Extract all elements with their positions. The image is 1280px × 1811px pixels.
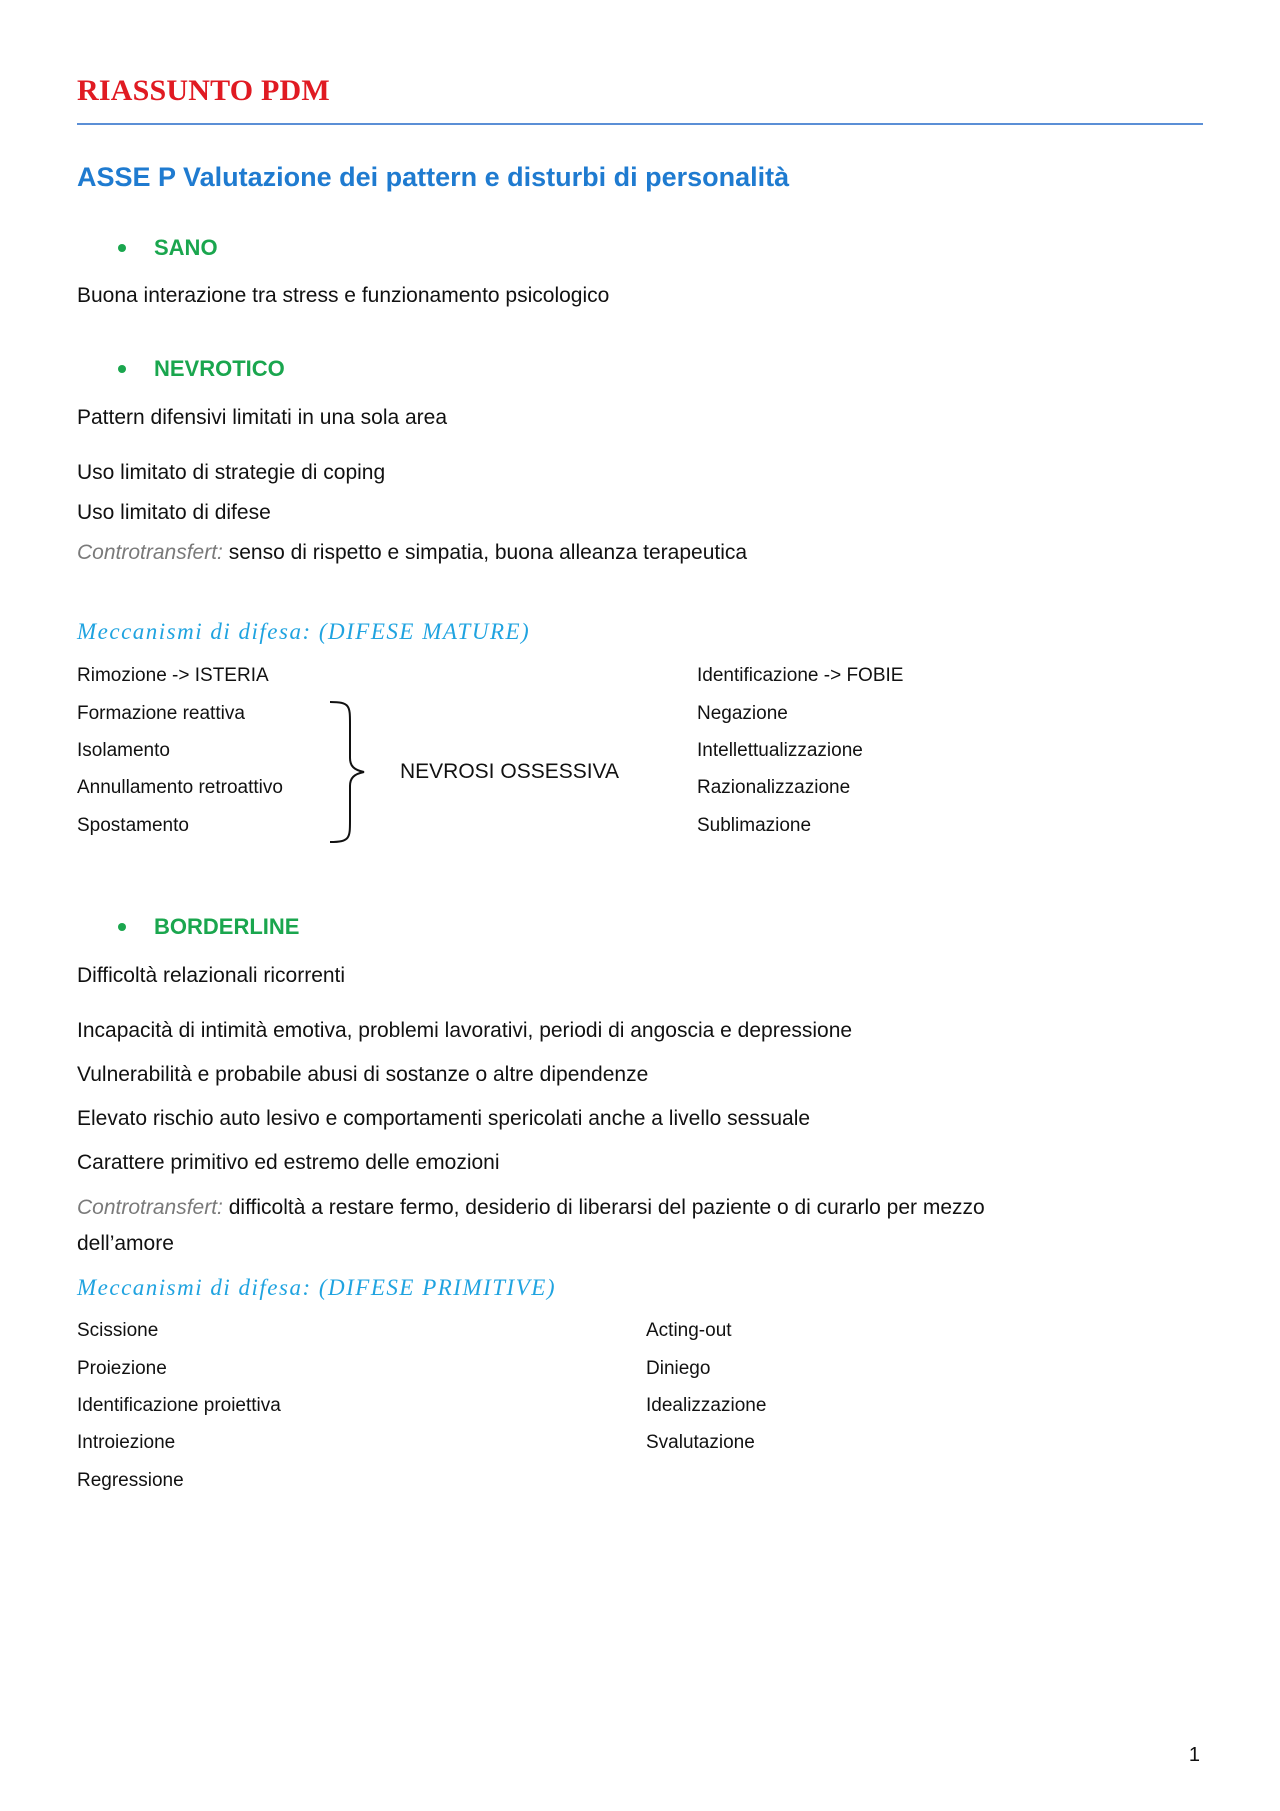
borderline-line: Carattere primitivo ed estremo delle emozioni (77, 1151, 500, 1174)
page-number: 1 (1188, 1744, 1200, 1766)
mature-right-item: Identificazione -> FOBIE (697, 665, 904, 686)
controtransfert-label: Controtransfert: (77, 1196, 223, 1219)
section-heading: ASSE P Valutazione dei pattern e disturbi di personalità (77, 162, 790, 192)
nevrotico-controtransfert (77, 541, 747, 565)
primitive-left-item: Proiezione (77, 1358, 167, 1379)
controtransfert-text: senso di rispetto e simpatia, buona alleanza terapeutica (222, 541, 748, 564)
primitive-left-item: Regressione (77, 1470, 184, 1491)
nevrotico-label: NEVROTICO (154, 356, 285, 381)
mature-left-item: Isolamento (77, 740, 170, 761)
mature-right-item: Razionalizzazione (697, 777, 851, 798)
mature-left-item: Rimozione -> ISTERIA (77, 665, 269, 686)
mature-left-item: Annullamento retroattivo (77, 777, 283, 798)
controtransfert-label: Controtransfert: (77, 541, 223, 564)
brace-label: NEVROSI OSSESSIVA (400, 760, 620, 783)
bullet-icon (118, 365, 126, 373)
primitive-right-item: Diniego (646, 1358, 711, 1379)
mature-left-item: Formazione reattiva (77, 703, 245, 724)
nevrotico-line: Uso limitato di difese (77, 501, 271, 524)
borderline-line: Vulnerabilità e probabile abusi di sostanze o altre dipendenze (77, 1063, 649, 1086)
nevrotico-line: Uso limitato di strategie di coping (77, 461, 386, 484)
borderline-controtransfert-continued: dell’amore (77, 1232, 174, 1255)
borderline-controtransfert (77, 1196, 985, 1220)
primitive-left-item: Scissione (77, 1320, 159, 1341)
document-title: RIASSUNTO PDM (77, 74, 330, 107)
borderline-line: Incapacità di intimità emotiva, problemi lavorativi, periodi di angoscia e depressione (77, 1019, 853, 1042)
mature-right-item: Sublimazione (697, 815, 812, 836)
sano-label: SANO (154, 235, 218, 260)
controtransfert-text: difficoltà a restare fermo, desiderio di liberarsi del paziente o di curarlo per mezzo (222, 1196, 985, 1219)
primitive-right-item: Idealizzazione (646, 1395, 767, 1416)
mature-defenses-heading: Meccanismi di difesa: (DIFESE MATURE) (77, 619, 531, 644)
primitive-right-item: Acting-out (646, 1320, 732, 1341)
bullet-icon (118, 923, 126, 931)
bullet-icon (118, 244, 126, 252)
borderline-line: Difficoltà relazionali ricorrenti (77, 964, 346, 987)
primitive-left-item: Identificazione proiettiva (77, 1395, 281, 1416)
borderline-line: Elevato rischio auto lesivo e comportamenti spericolati anche a livello sessuale (77, 1107, 811, 1130)
primitive-defenses-heading: Meccanismi di difesa: (DIFESE PRIMITIVE) (77, 1275, 556, 1300)
mature-right-item: Intellettualizzazione (697, 740, 863, 761)
mature-right-item: Negazione (697, 703, 788, 724)
nevrotico-line: Pattern difensivi limitati in una sola area (77, 406, 448, 429)
primitive-left-item: Introiezione (77, 1432, 176, 1453)
mature-left-item: Spostamento (77, 815, 189, 836)
title-underline (77, 123, 1203, 125)
sano-line: Buona interazione tra stress e funzionamento psicologico (77, 284, 610, 307)
primitive-right-item: Svalutazione (646, 1432, 755, 1453)
borderline-label: BORDERLINE (154, 914, 300, 939)
brace-icon (328, 700, 368, 844)
